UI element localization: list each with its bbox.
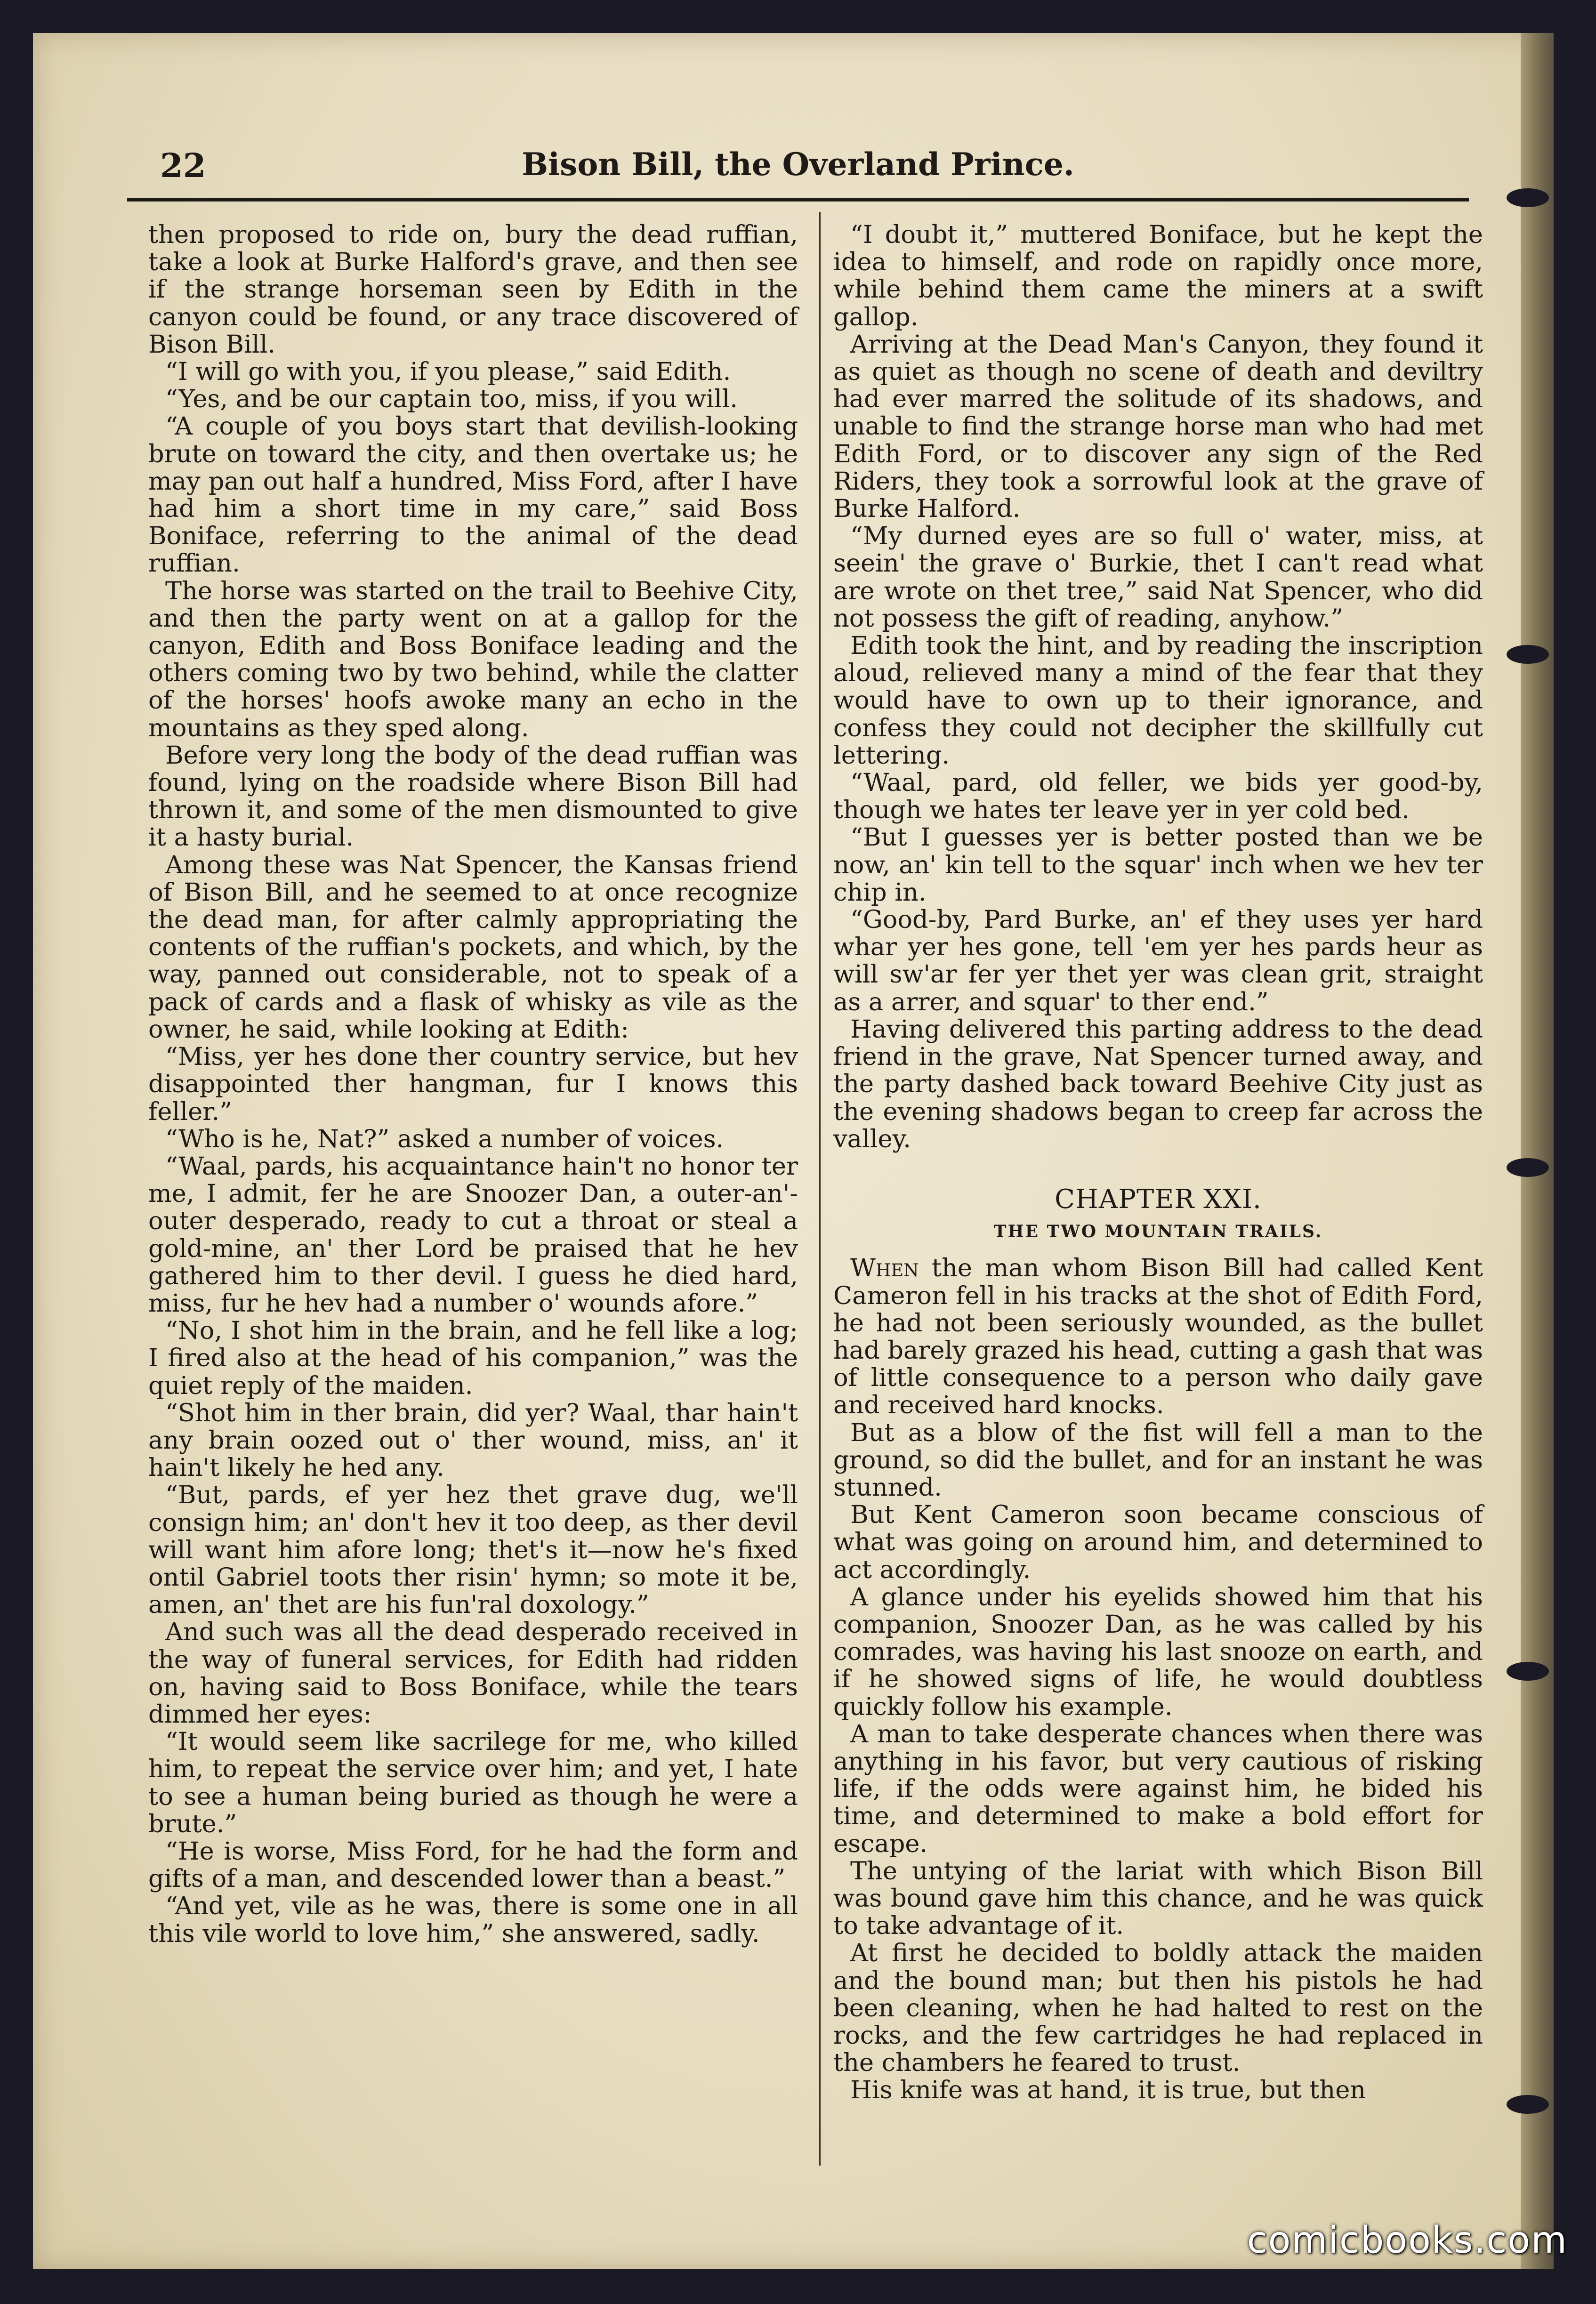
- binding-hole: [1507, 1662, 1549, 1681]
- paragraph: “Shot him in ther brain, did yer? Waal, thar hain't any brain oozed out o' ther wound, miss, an' it hain't likely he hed any.: [148, 1398, 798, 1482]
- paragraph: The untying of the lariat with which Bison Bill was bound gave him this chance, and he was quick to take advantage of it.: [833, 1856, 1483, 1941]
- page-spine-edge: [1521, 33, 1554, 2269]
- page-header: [127, 132, 1469, 201]
- paragraph: A glance under his eyelids showed him that his companion, Snoozer Dan, as he was called by his comrades, was having his last snooze on earth, and if he showed signs of life, he would doubtless quickly follow his example.: [833, 1582, 1483, 1721]
- paragraph: His knife was at hand, it is true, but then: [850, 2076, 1366, 2105]
- chapter-title: CHAPTER XXI.: [1055, 1184, 1262, 1215]
- paragraph: “No, I shot him in the brain, and he fell like a log; I fired also at the head of his companion,” was the quiet reply of the maiden.: [148, 1316, 798, 1400]
- paragraph: “Waal, pard, old feller, we bids yer good-by, though we hates ter leave yer in yer cold bed.: [833, 768, 1483, 825]
- chapter-opening-paragraph: [833, 1255, 1483, 1419]
- paragraph: “A couple of you boys start that devilish-looking brute on toward the city, and then overtake us; he may pan out half a hundred, Miss Ford, after I have had him a short time in my care,” said Boss Boniface, referring to the animal of the dead ruffian.: [148, 412, 798, 578]
- paragraph: “Who is he, Nat?” asked a number of voices.: [165, 1124, 724, 1153]
- paragraph: “Waal, pards, his acquaintance hain't no honor ter me, I admit, fer he are Snoozer Dan, a outer-an'-outer desperado, ready to cut a throat or steal a gold-mine, an' ther Lord be praised that he hev gathered him to ther devil. I guess he died hard, miss, fur he hev had a number o' wounds afore.”: [148, 1152, 798, 1318]
- paragraph-text: the man whom Bison Bill had called Kent Cameron fell in his tracks at the shot of Edith Ford, he had not been seriously wounded, as the bullet had barely grazed his head, cutting a gash that was of little consequence to a person who daily gave and received hard knocks.: [833, 1254, 1483, 1420]
- paragraph: And such was all the dead desperado received in the way of funeral services, for Edith had ridden on, having said to Boss Boniface, while the tears dimmed her eyes:: [148, 1618, 798, 1729]
- paragraph: “I will go with you, if you please,” said Edith.: [165, 357, 731, 387]
- paragraph: “He is worse, Miss Ford, for he had the form and gifts of a man, and descended lower than a beast.”: [148, 1837, 798, 1893]
- paragraph: “Miss, yer hes done ther country service, but hev disappointed ther hangman, fur I knows this feller.”: [148, 1042, 798, 1126]
- book-page: [33, 33, 1554, 2269]
- paragraph: Before very long the body of the dead ruffian was found, lying on the roadside where Bison Bill had thrown it, and some of the men dismounted to give it a hasty burial.: [148, 741, 798, 852]
- paragraph: At first he decided to boldly attack the maiden and the bound man; but then his pistols he had been cleaning, when he had halted to rest on the rocks, and the few cartridges he had replaced in the chambers he feared to trust.: [833, 1939, 1483, 2078]
- paragraph: But as a blow of the fist will fell a man to the ground, so did the bullet, and for an instant he was stunned.: [833, 1418, 1483, 1502]
- page-number: 22: [160, 146, 206, 185]
- paragraph: “My durned eyes are so full o' water, miss, at seein' the grave o' Burkie, thet I can't read what are wrote on thet tree,” said Nat Spencer, who did not possess the gift of reading, anyhow.”: [833, 522, 1483, 633]
- paragraph: “It would seem like sacrilege for me, who killed him, to repeat the service over him; and yet, I hate to see a human being buried as though he were a brute.”: [148, 1727, 798, 1838]
- binding-hole: [1507, 2095, 1549, 2114]
- binding-hole: [1507, 645, 1549, 664]
- running-title: Bison Bill, the Overland Prince.: [522, 146, 1074, 183]
- paragraph: then proposed to ride on, bury the dead ruffian, take a look at Burke Halford's grave, and then see if the strange horseman seen by Edith in the canyon could be found, or any trace discovered of Bison Bill.: [148, 220, 798, 359]
- binding-hole: [1507, 1158, 1549, 1177]
- drop-word: When: [850, 1254, 919, 1283]
- column-divider: [819, 212, 821, 2166]
- paragraph: “Good-by, Pard Burke, an' ef they uses yer hard whar yer hes gone, tell 'em yer hes pards heur as will sw'ar fer yer thet yer was clean grit, straight as a arrer, and squar' to ther end.”: [833, 905, 1483, 1016]
- chapter-subtitle: THE TWO MOUNTAIN TRAILS.: [993, 1222, 1323, 1242]
- paragraph: “And yet, vile as he was, there is some one in all this vile world to love him,” she answered, sadly.: [148, 1892, 798, 1948]
- paragraph: A man to take desperate chances when there was anything in his favor, but very cautious of risking life, if the odds were against him, he bided his time, and determined to make a bold effort for escape.: [833, 1719, 1483, 1858]
- paragraph: Edith took the hint, and by reading the inscription aloud, relieved many a mind of the fear that they would have to own up to their ignorance, and confess they could not decipher the skillfully cut lettering.: [833, 631, 1483, 770]
- paragraph: “Yes, and be our captain too, miss, if you will.: [165, 385, 738, 414]
- watermark: comicbooks.com: [1247, 2219, 1568, 2262]
- paragraph: The horse was started on the trail to Beehive City, and then the party went on at a gallop for the canyon, Edith and Boss Boniface leading and the others coming two by two behind, while the clatter of the horses' hoofs awoke many an echo in the mountains as they sped along.: [148, 576, 798, 742]
- paragraph: Among these was Nat Spencer, the Kansas friend of Bison Bill, and he seemed to at once recognize the dead man, for after calmly appropriating the contents of the ruffian's pockets, and which, by the way, panned out considerable, not to speak of a pack of cards and a flask of whisky as vile as the owner, he said, while looking at Edith:: [148, 850, 798, 1044]
- paragraph: Arriving at the Dead Man's Canyon, they found it as quiet as though no scene of death and deviltry had ever marred the solitude of its shadows, and unable to find the strange horse man who had met Edith Ford, or to discover any sign of the Red Riders, they took a sorrowful look at the grave of Burke Halford.: [833, 330, 1483, 524]
- paragraph: “I doubt it,” muttered Boniface, but he kept the idea to himself, and rode on rapidly once more, while behind them came the miners at a swift gallop.: [833, 220, 1483, 331]
- paragraph: “But I guesses yer is better posted than we be now, an' kin tell to the squar' inch when we hev ter chip in.: [833, 823, 1483, 907]
- paragraph: Having delivered this parting address to the dead friend in the grave, Nat Spencer turned away, and the party dashed back toward Beehive City just as the evening shadows began to creep far across the valley.: [833, 1015, 1483, 1153]
- binding-hole: [1507, 188, 1549, 207]
- paragraph: But Kent Cameron soon became conscious of what was going on around him, and determined to act accordingly.: [833, 1500, 1483, 1584]
- left-column: [148, 221, 798, 1948]
- paragraph: “But, pards, ef yer hez thet grave dug, we'll consign him; an' don't hev it too deep, as ther devil will want him afore long; thet's it—now he's fixed ontil Gabriel toots ther risin' hymn; so mote it be, amen, an' thet are his fun'ral doxology.”: [148, 1481, 798, 1619]
- right-column: [833, 221, 1483, 2104]
